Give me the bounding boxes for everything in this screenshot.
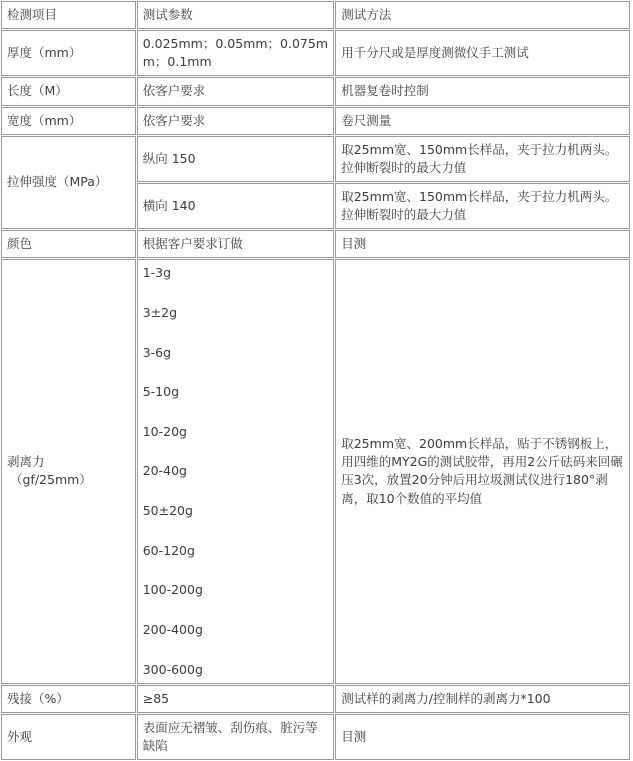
cell-param-color: 根据客户要求订做 (137, 230, 335, 258)
table-row-peel-force (1, 259, 630, 683)
cell-item-thickness: 厚度（mm） (1, 30, 136, 76)
peel-value: 100-200g (142, 582, 203, 598)
peel-value: 300-600g (142, 661, 203, 677)
cell-method-residual-adhesion: 测试样的剥离力/控制样的剥离力*100 (335, 685, 630, 713)
cell-method-tensile-td: 取25mm宽、150mm长样品，夹于拉力机两头。拉伸断裂时的最大力值 (335, 183, 630, 229)
cell-item-tensile-strength: 拉伸强度（MPa） (1, 136, 136, 230)
cell-method-color: 目测 (335, 230, 630, 258)
cell-param-residual-adhesion: ≥85 (137, 685, 335, 713)
header-test-parameter: 测试参数 (137, 1, 335, 29)
cell-item-appearance: 外观 (1, 714, 136, 760)
cell-param-appearance: 表面应无褶皱、刮伤痕、脏污等缺陷 (137, 714, 335, 760)
cell-param-length: 依客户要求 (137, 77, 335, 105)
table-row-width (1, 107, 630, 135)
header-inspection-item: 检测项目 (1, 1, 136, 29)
table-row-length (1, 77, 630, 105)
cell-method-length: 机器复卷时控制 (335, 77, 630, 105)
table-header-row (1, 1, 630, 29)
peel-value: 5-10g (142, 384, 180, 400)
peel-force-label-line1: 剥离力 (7, 454, 45, 470)
cell-item-residual-adhesion: 残接（%） (1, 685, 136, 713)
peel-value: 200-400g (142, 621, 203, 637)
peel-value: 60-120g (142, 542, 195, 558)
cell-item-color: 颜色 (1, 230, 136, 258)
peel-value: 1-3g (142, 265, 172, 281)
table-row-thickness (1, 30, 630, 76)
cell-method-appearance: 目测 (335, 714, 630, 760)
peel-value: 3±2g (142, 304, 178, 320)
table-row-tensile-md (1, 136, 630, 182)
cell-param-peel-force-values (137, 259, 335, 683)
peel-value: 3-6g (142, 344, 172, 360)
cell-method-peel-force: 取25mm宽、200mm长样品，贴于不锈钢板上，用四维的MY2G的测试胶带，再用2公斤砝码来回碾压3次，放置20分钟后用垃圾测试仪进行180°剥离，取10个数值的平均值 (335, 259, 630, 683)
header-test-method: 测试方法 (335, 1, 630, 29)
cell-param-tensile-md: 纵向 150 (137, 136, 335, 182)
peel-value: 50±20g (142, 503, 193, 518)
cell-param-width: 依客户要求 (137, 107, 335, 135)
table-row-appearance (1, 714, 630, 760)
cell-item-width: 宽度（mm） (1, 107, 136, 135)
peel-value: 20-40g (142, 463, 187, 479)
cell-method-tensile-md: 取25mm宽、150mm长样品，夹于拉力机两头。拉伸断裂时的最大力值 (335, 136, 630, 182)
peel-value: 10-20g (142, 423, 187, 439)
cell-param-thickness: 0.025mm；0.05mm；0.075mm；0.1mm (137, 30, 335, 76)
cell-method-width: 卷尺测量 (335, 107, 630, 135)
table-row-color (1, 230, 630, 258)
cell-method-thickness: 用千分尺或是厚度测微仪手工测试 (335, 30, 630, 76)
peel-force-label-line2: （gf/25mm） (10, 472, 92, 488)
cell-item-length: 长度（M） (1, 77, 136, 105)
table-row-residual-adhesion (1, 685, 630, 713)
cell-item-peel-force (1, 259, 136, 683)
cell-param-tensile-td: 横向 140 (137, 183, 335, 229)
